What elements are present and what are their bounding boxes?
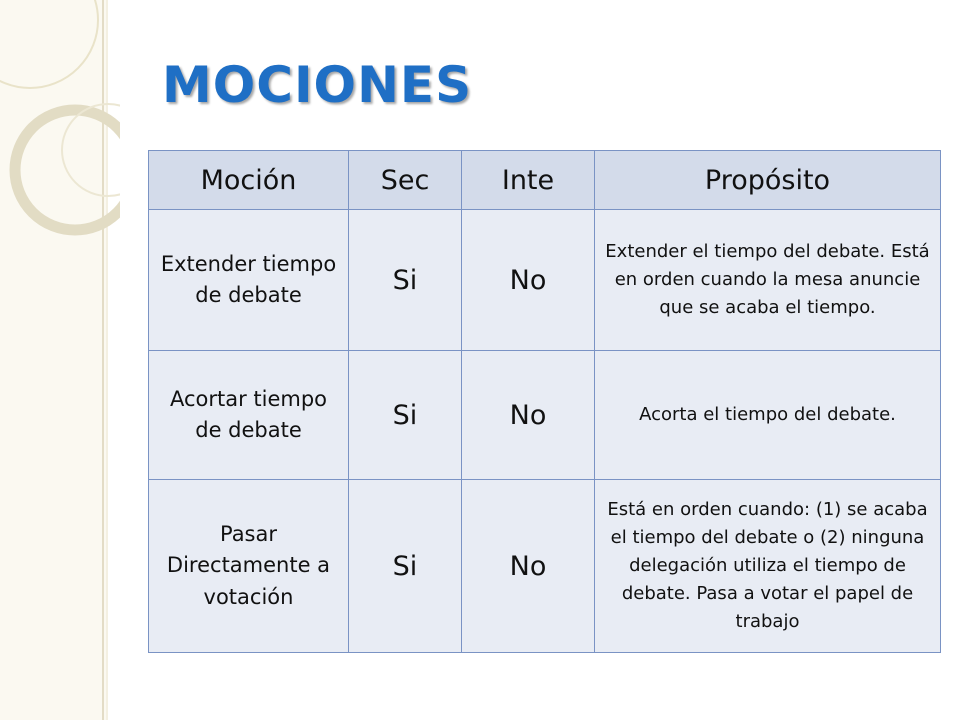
cell-proposito: Extender el tiempo del debate. Está en orden cuando la mesa anuncie que se acaba el tiempo. [595,210,941,351]
motions-table [148,150,941,653]
table-header-row [149,151,941,210]
cell-inte: No [462,480,595,653]
column-header-sec: Sec [349,151,462,210]
cell-proposito: Acorta el tiempo del debate. [595,351,941,480]
table-row [149,480,941,653]
decorative-rings-graphic [0,0,120,720]
column-header-proposito: Propósito [595,151,941,210]
cell-sec: Si [349,210,462,351]
cell-inte: No [462,351,595,480]
cell-mocion: Acortar tiempo de debate [149,351,349,480]
cell-proposito: Está en orden cuando: (1) se acaba el tiempo del debate o (2) ninguna delegación utiliza el tiempo de debate. Pasa a votar el papel de trabajo [595,480,941,653]
page-title: MOCIONES [162,56,473,114]
table-row [149,210,941,351]
cell-mocion: Extender tiempo de debate [149,210,349,351]
table-row [149,351,941,480]
column-header-inte: Inte [462,151,595,210]
cell-sec: Si [349,480,462,653]
column-header-mocion: Moción [149,151,349,210]
cell-inte: No [462,210,595,351]
cell-mocion: Pasar Directamente a votación [149,480,349,653]
cell-sec: Si [349,351,462,480]
